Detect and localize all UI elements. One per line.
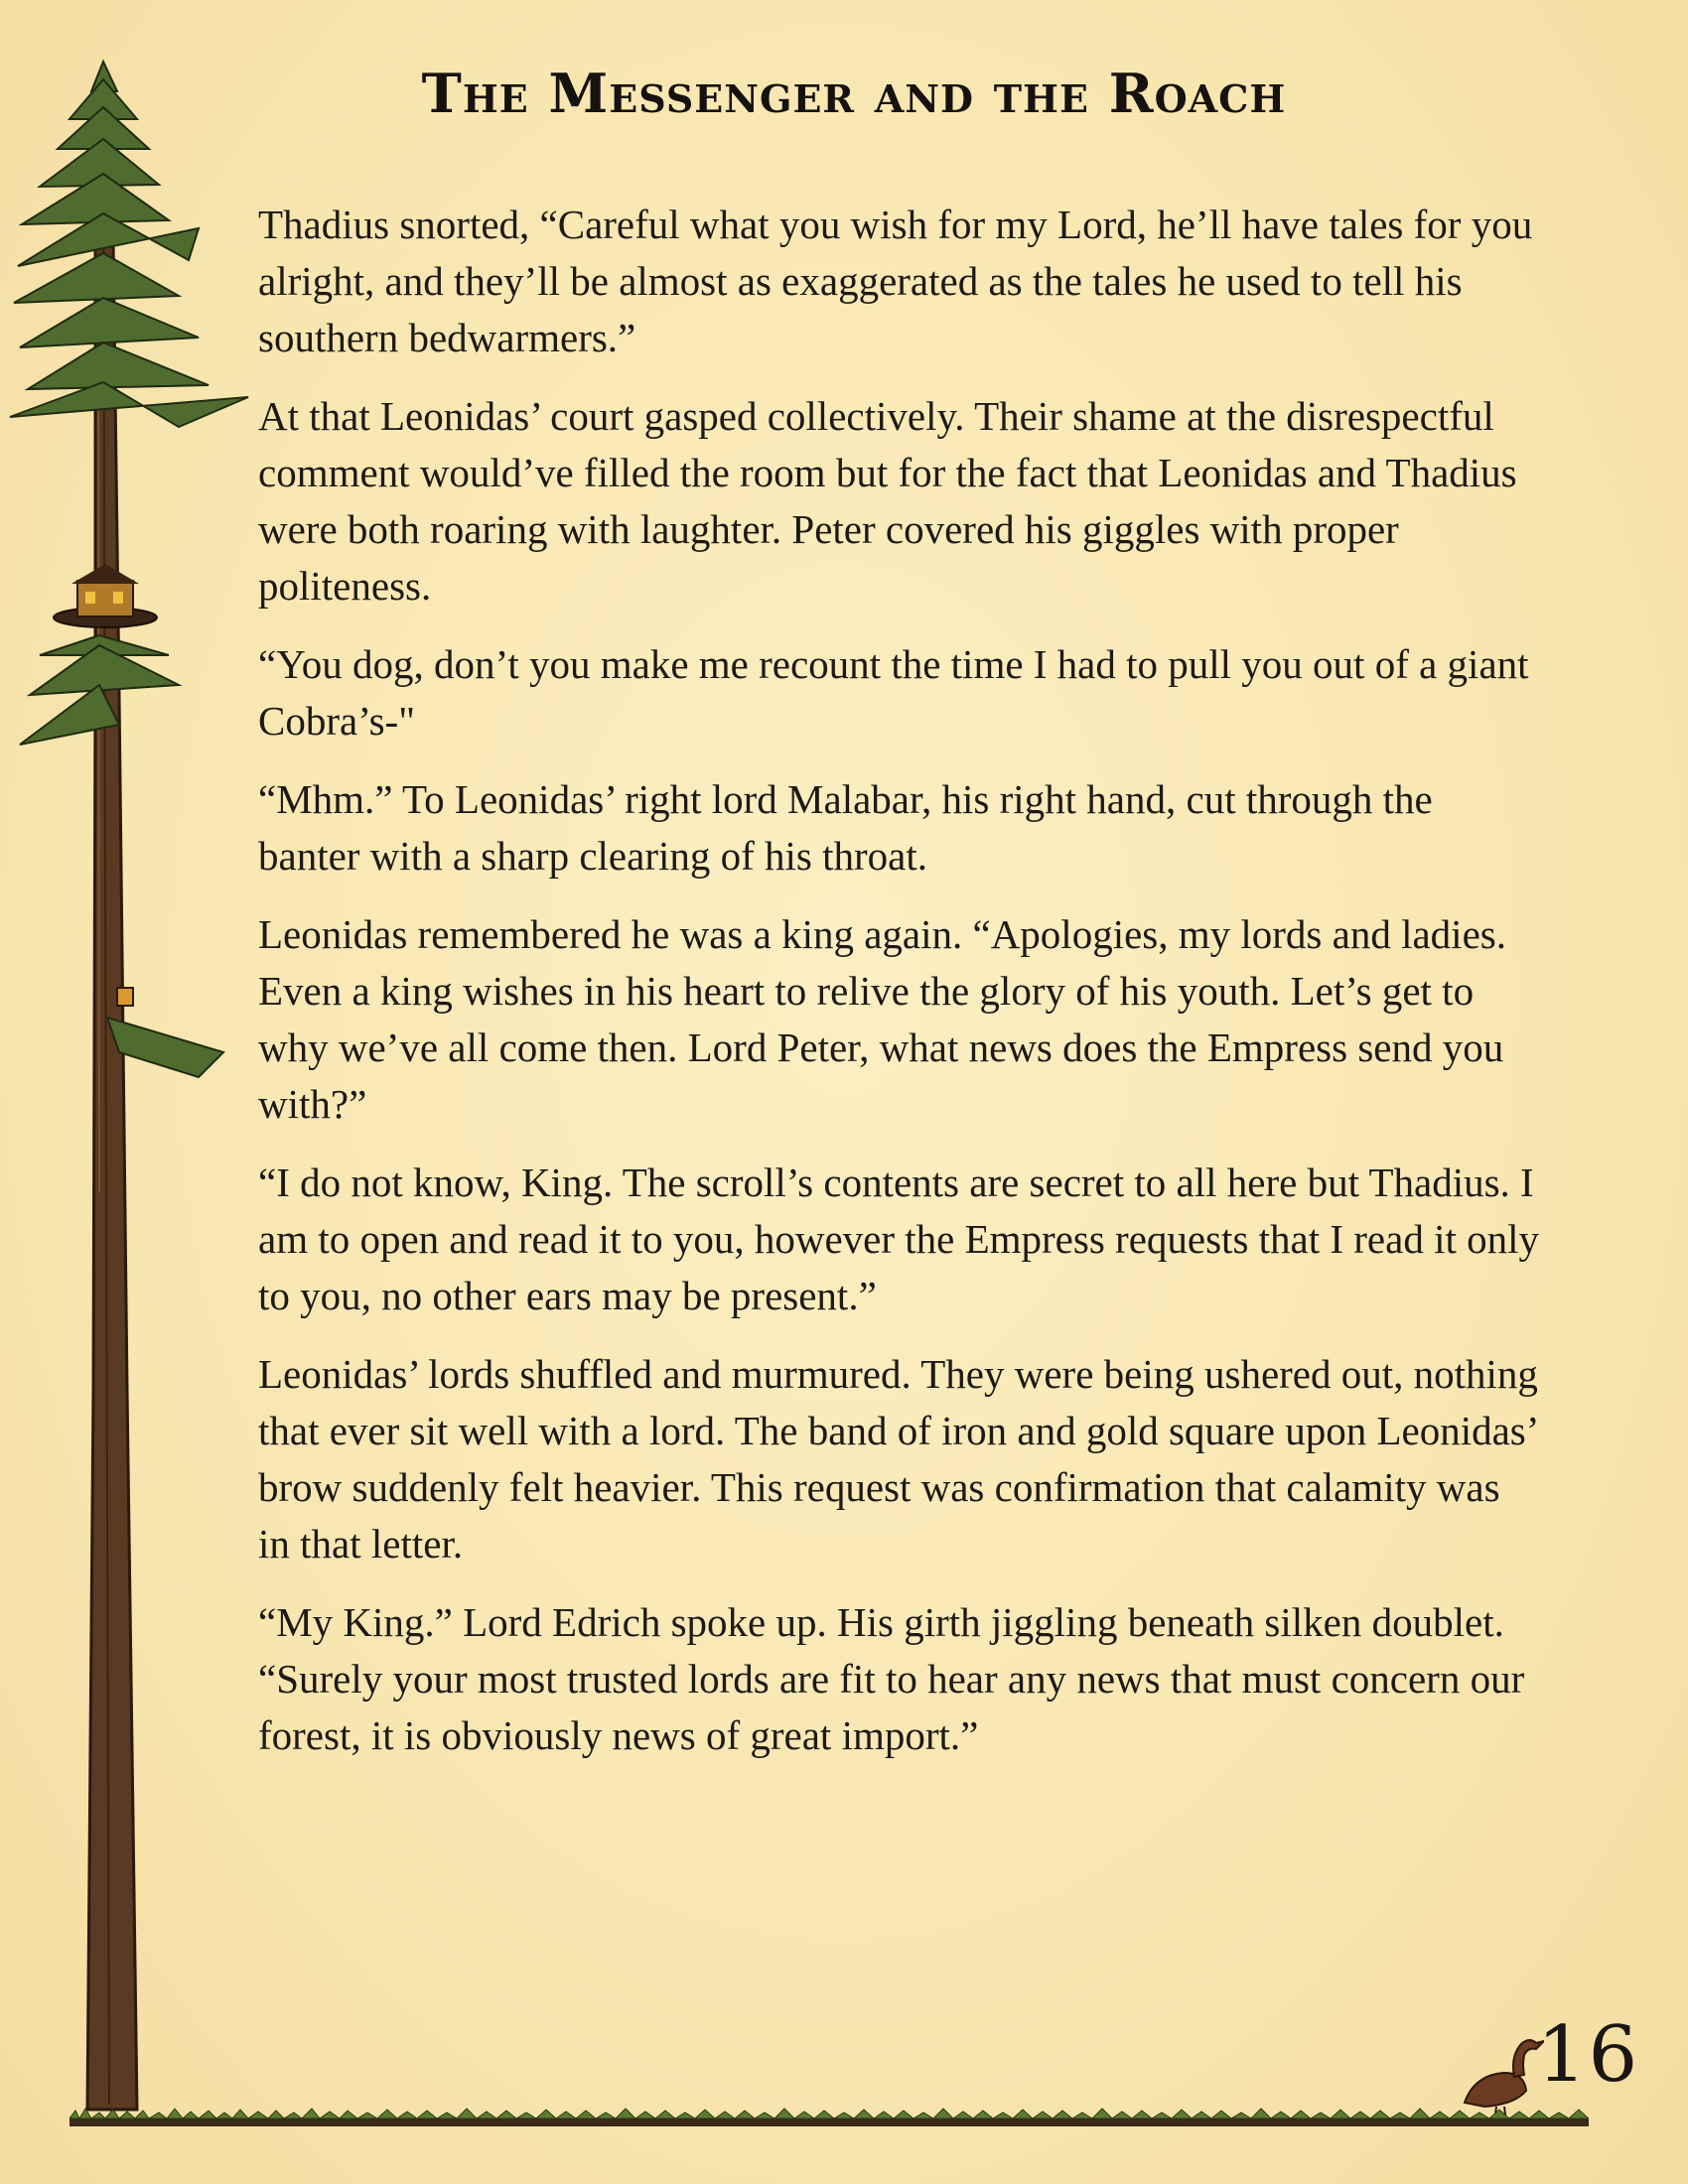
paragraph: “I do not know, King. The scroll’s contents are secret to all here but Thadius. I am to open and read it to you, however the Empress requests that I read it only to you, no other ears may be present.” [258, 1160, 1539, 1318]
paragraph: “Mhm.” To Leonidas’ right lord Malabar, his right hand, cut through the banter with a sharp clearing of his throat. [258, 776, 1433, 879]
paragraph: “You dog, don’t you make me recount the time I had to pull you out of a giant Cobra’s-" [258, 641, 1529, 744]
lantern-icon [117, 988, 133, 1006]
paragraph: Leonidas’ lords shuffled and murmured. They were being ushered out, nothing that ever sit well with a lord. The band of iron and gold square upon Leonidas’ brow suddenly felt heavier. This request was confirmation that calamity was in that letter. [258, 1351, 1538, 1567]
grass-ground-line [70, 2103, 1589, 2142]
paragraph: Leonidas remembered he was a king again. “Apologies, my lords and ladies. Even a king wishes in his heart to relive the glory of his youth. Let’s get to why we’ve all come then. Lord Peter, what news does the Empress send you with?” [258, 911, 1506, 1127]
pine-tree-illustration [0, 0, 258, 2144]
paragraph: “My King.” Lord Edrich spoke up. His girth jiggling beneath silken doublet. “Surely your most trusted lords are fit to hear any news that must concern our forest, it is obviously news of great import.” [258, 1599, 1525, 1758]
paragraph: At that Leonidas’ court gasped collectively. Their shame at the disrespectful comment would’ve filled the room but for the fact that Leonidas and Thadius were both roaring with laughter. Peter covered his giggles with proper politeness. [258, 393, 1517, 609]
treehouse-icon [54, 564, 157, 627]
chapter-text [258, 197, 1539, 1786]
page-number: 16 [1537, 2010, 1640, 2100]
paragraph: Thadius snorted, “Careful what you wish for my Lord, he’ll have tales for you alright, and they’ll be almost as exaggerated as the tales he used to tell his southern bedwarmers.” [258, 202, 1533, 360]
chapter-title: The Messenger and the Roach [421, 62, 1287, 125]
